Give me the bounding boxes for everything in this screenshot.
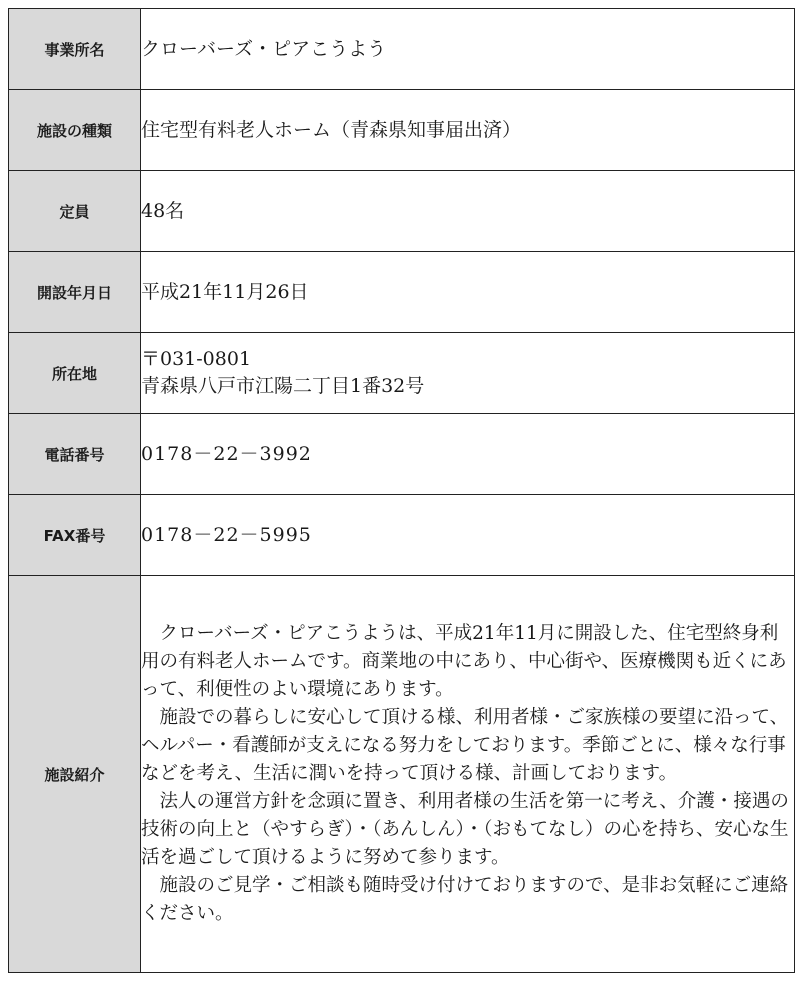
label-facility-type: 施設の種類 xyxy=(9,90,141,171)
row-address xyxy=(9,333,795,414)
row-facility-type xyxy=(9,90,795,171)
intro-paragraph: 施設での暮らしに安心して頂ける様、利用者様・ご家族様の要望に沿って、ヘルパー・看護師が支えになる努力をしております。季節ごとに、様々な行事などを考え、生活に潤いを持って頂ける様、計画しております。 xyxy=(141,707,789,784)
value-phone: 0178－22－3992 xyxy=(141,414,795,495)
row-opening-date xyxy=(9,252,795,333)
value-address xyxy=(141,333,795,414)
facility-info-table xyxy=(8,8,795,973)
label-phone: 電話番号 xyxy=(9,414,141,495)
street-address: 青森県八戸市江陽二丁目1番32号 xyxy=(141,375,425,397)
label-capacity: 定員 xyxy=(9,171,141,252)
intro-paragraph: 法人の運営方針を念頭に置き、利用者様の生活を第一に考え、介護・接遇の技術の向上と（やすらぎ）・（あんしん）・（おもてなし）の心を持ち、安心な生活を過ごして頂けるように努めて参ります。 xyxy=(141,791,789,868)
label-facility-name: 事業所名 xyxy=(9,9,141,90)
value-opening-date: 平成21年11月26日 xyxy=(141,252,795,333)
label-address: 所在地 xyxy=(9,333,141,414)
label-introduction: 施設紹介 xyxy=(9,576,141,973)
intro-paragraph: クローバーズ・ピアこうようは、平成21年11月に開設した、住宅型終身利用の有料老人ホームです。商業地の中にあり、中心街や、医療機関も近くにあって、利便性のよい環境にあります。 xyxy=(141,623,787,700)
value-facility-type: 住宅型有料老人ホーム（青森県知事届出済） xyxy=(141,90,795,171)
label-fax: FAX番号 xyxy=(9,495,141,576)
row-introduction xyxy=(9,576,795,973)
intro-paragraph: 施設のご見学・ご相談も随時受け付けておりますので、是非お気軽にご連絡ください。 xyxy=(141,875,789,924)
value-fax: 0178－22－5995 xyxy=(141,495,795,576)
postal-code: 〒031-0801 xyxy=(141,348,252,370)
row-fax xyxy=(9,495,795,576)
row-capacity xyxy=(9,171,795,252)
row-phone xyxy=(9,414,795,495)
introduction-text xyxy=(141,576,795,973)
value-capacity: 48名 xyxy=(141,171,795,252)
label-opening-date: 開設年月日 xyxy=(9,252,141,333)
value-facility-name: クローバーズ・ピアこうよう xyxy=(141,9,795,90)
row-facility-name xyxy=(9,9,795,90)
